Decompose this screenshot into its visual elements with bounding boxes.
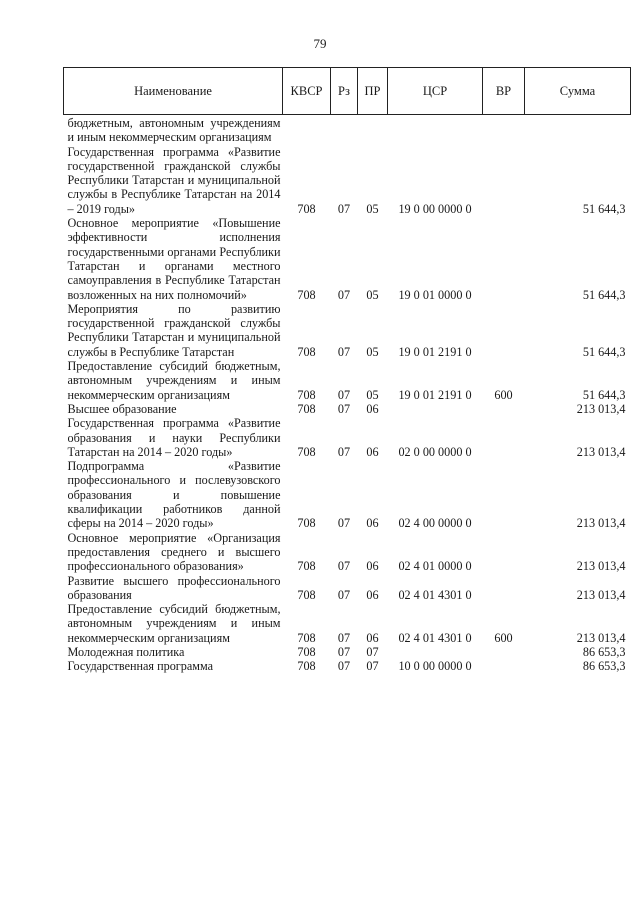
row-sum: [525, 115, 631, 145]
header-vr: ВР: [483, 68, 525, 115]
row-rz: 07: [337, 287, 351, 302]
row-vr: [483, 645, 525, 659]
row-kvsr: 708: [297, 644, 316, 659]
row-rz: [331, 115, 358, 145]
row-kvsr: 708: [297, 559, 316, 574]
table-row: [64, 659, 631, 673]
row-vr: 600: [494, 630, 513, 645]
row-name: Государственная программа: [67, 659, 214, 674]
row-sum: 86 653,3: [582, 644, 626, 659]
row-pr: 07: [366, 659, 379, 674]
row-pr: 06: [366, 587, 379, 602]
table-row: [64, 645, 631, 659]
row-name: Государственная программа «Развитие образования и науки Республики Татарстан на 2014 – 2020 годы»: [67, 416, 281, 459]
row-sum: 86 653,3: [582, 659, 626, 674]
row-pr: 05: [366, 387, 379, 402]
row-csr: 02 0 00 0000 0: [398, 444, 472, 459]
row-rz: 07: [337, 344, 351, 359]
row-csr: 02 4 01 0000 0: [398, 559, 472, 574]
row-csr: 10 0 00 0000 0: [398, 659, 472, 674]
row-name: Основное мероприятие «Организация предоставления среднего и высшего профессионального образования»: [67, 530, 281, 574]
row-rz: 07: [337, 587, 351, 602]
header-kvsr: КВСР: [283, 68, 331, 115]
row-pr: 06: [366, 444, 379, 459]
row-vr: [483, 459, 525, 530]
row-rz: 07: [337, 444, 351, 459]
table-row: [64, 402, 631, 416]
row-csr: 19 0 01 2191 0: [398, 344, 472, 359]
table-row: [64, 302, 631, 359]
row-name: Предоставление субсидий бюджетным, автономным учреждениям и иным некоммерческим организациям: [67, 602, 281, 645]
row-sum: 213 013,4: [576, 587, 626, 602]
row-rz: 07: [337, 630, 351, 645]
table-row: [64, 459, 631, 530]
header-pr: ПР: [358, 68, 388, 115]
row-pr: 06: [366, 401, 379, 416]
row-csr: [388, 402, 483, 416]
row-vr: 600: [494, 387, 513, 402]
table-body: [64, 115, 631, 674]
page-number: 79: [313, 36, 327, 51]
row-rz: 07: [337, 387, 351, 402]
header-rz: Рз: [331, 68, 358, 115]
row-vr: [483, 659, 525, 673]
row-name: Высшее образование: [67, 401, 177, 416]
table-row: [64, 115, 631, 145]
row-kvsr: 708: [297, 287, 316, 302]
row-csr: 19 0 00 0000 0: [398, 201, 472, 216]
row-kvsr: 708: [297, 630, 316, 645]
row-pr: 06: [366, 559, 379, 574]
row-sum: 213 013,4: [576, 444, 626, 459]
row-pr: 05: [366, 344, 379, 359]
table-row: [64, 216, 631, 302]
row-kvsr: 708: [297, 387, 316, 402]
row-vr: [483, 145, 525, 216]
table-row: [64, 145, 631, 216]
row-csr: [388, 645, 483, 659]
row-rz: 07: [337, 516, 351, 531]
row-kvsr: 708: [297, 401, 316, 416]
row-pr: [358, 115, 388, 145]
row-sum: 213 013,4: [576, 630, 626, 645]
row-csr: 19 0 01 0000 0: [398, 287, 472, 302]
table-row: [64, 531, 631, 574]
table-header: [64, 68, 631, 115]
row-csr: 19 0 01 2191 0: [398, 387, 472, 402]
row-vr: [483, 216, 525, 302]
row-kvsr: 708: [297, 516, 316, 531]
row-name: Молодежная политика: [67, 644, 185, 659]
row-kvsr: 708: [297, 587, 316, 602]
budget-table: [63, 67, 631, 674]
row-kvsr: [283, 115, 331, 145]
row-name: Мероприятия по развитию государственной гражданской службы Республики Татарстан и муниципальной службы в Республике Татарстан: [67, 301, 281, 359]
row-vr: [483, 115, 525, 145]
row-kvsr: 708: [297, 344, 316, 359]
row-csr: [388, 115, 483, 145]
row-kvsr: 708: [297, 201, 316, 216]
row-name: Государственная программа «Развитие государственной гражданской службы Республики Татарстан и муниципальной службы в Республике Татарстан на 2014 – 2019 годы»: [67, 144, 281, 216]
row-rz: 07: [337, 559, 351, 574]
row-pr: 07: [366, 644, 379, 659]
row-name: Развитие высшего профессионального образования: [67, 573, 281, 602]
header-name: Наименование: [64, 68, 283, 115]
row-rz: 07: [337, 401, 351, 416]
row-kvsr: 708: [297, 444, 316, 459]
row-vr: [483, 416, 525, 459]
row-name: Основное мероприятие «Повышение эффективности исполнения государственными органами Республики Татарстан и органами местного самоуправления в Республике Татарстан возложенных на них полномочий»: [67, 216, 281, 302]
row-pr: 05: [366, 287, 379, 302]
table-row: [64, 574, 631, 603]
table-row: [64, 416, 631, 459]
row-csr: 02 4 01 4301 0: [398, 630, 472, 645]
row-vr: [483, 402, 525, 416]
row-vr: [483, 302, 525, 359]
row-pr: 06: [366, 630, 379, 645]
row-vr: [483, 574, 525, 603]
row-pr: 06: [366, 516, 379, 531]
row-name: Предоставление субсидий бюджетным, автономным учреждениям и иным некоммерческим организациям: [67, 359, 281, 402]
table-row: [64, 359, 631, 402]
row-sum: 213 013,4: [576, 401, 626, 416]
row-rz: 07: [337, 659, 351, 674]
row-vr: [483, 531, 525, 574]
row-csr: 02 4 01 4301 0: [398, 587, 472, 602]
table-row: [64, 602, 631, 645]
header-csr: ЦСР: [388, 68, 483, 115]
row-sum: 51 644,3: [582, 387, 626, 402]
row-rz: 07: [337, 201, 351, 216]
row-csr: 02 4 00 0000 0: [398, 516, 472, 531]
row-sum: 51 644,3: [582, 201, 626, 216]
row-name: Подпрограмма «Развитие профессионального и послевузовского образования и повышение квалификации работников данной сферы на 2014 – 2020 годы»: [67, 459, 281, 531]
row-kvsr: 708: [297, 659, 316, 674]
row-name: бюджетным, автономным учреждениям и иным некоммерческим организациям: [67, 116, 281, 145]
row-pr: 05: [366, 201, 379, 216]
row-sum: 51 644,3: [582, 344, 626, 359]
row-rz: 07: [337, 644, 351, 659]
row-sum: 51 644,3: [582, 287, 626, 302]
header-sum: Сумма: [525, 68, 631, 115]
row-sum: 213 013,4: [576, 559, 626, 574]
row-sum: 213 013,4: [576, 516, 626, 531]
